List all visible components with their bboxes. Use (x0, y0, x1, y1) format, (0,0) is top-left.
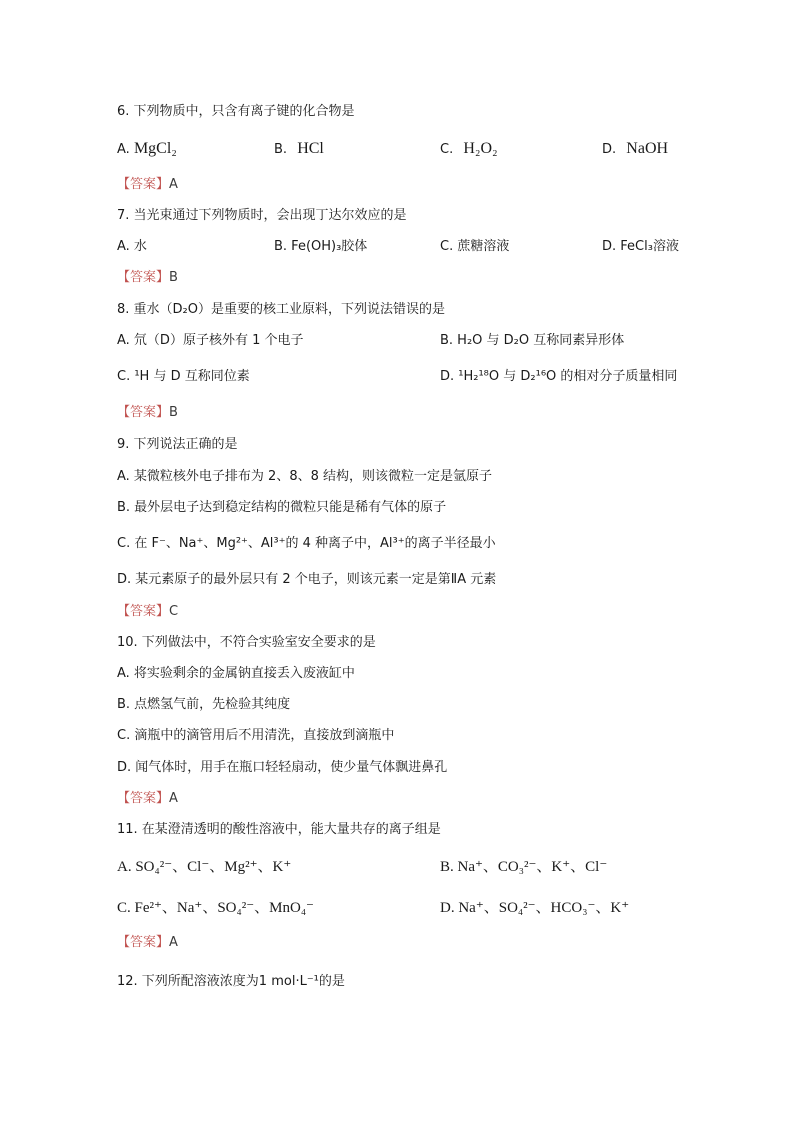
q11-answer (117, 933, 178, 953)
q10-option-a: A. 将实验剩余的金属钠直接丢入废液缸中 (117, 666, 355, 681)
q6-option-a (117, 139, 177, 160)
q10-option-b: B. 点燃氢气前，先检验其纯度 (117, 697, 291, 712)
q11-answer-label: 【答案】 (117, 935, 170, 950)
q10-answer (117, 789, 178, 809)
q6-option-b-text: HCl (297, 140, 324, 157)
q10-option-c: C. 滴瓶中的滴管用后不用清洗，直接放到滴瓶中 (117, 728, 395, 743)
q8-option-c: C. ¹H 与 D 互称同位素 (117, 369, 250, 384)
q6-option-b-label: B. (274, 142, 288, 157)
q7-answer-value: B (169, 270, 178, 285)
q6-answer-value: A (169, 177, 178, 192)
q6-option-c (440, 139, 498, 160)
q6-option-a-label: A. (117, 142, 130, 157)
q6-option-d (602, 139, 668, 160)
q8-answer-value: B (169, 405, 178, 420)
q9-option-b: B. 最外层电子达到稳定结构的微粒只能是稀有气体的原子 (117, 500, 447, 515)
q9-answer-label: 【答案】 (117, 604, 170, 619)
q10-answer-value: A (169, 791, 178, 806)
q11-answer-value: A (169, 935, 178, 950)
q6-option-d-label: D. (602, 142, 617, 157)
q6-option-a-text: MgCl₂ (133, 140, 177, 157)
q6-answer-label: 【答案】 (117, 177, 170, 192)
q6-option-d-text: NaOH (626, 140, 669, 157)
q7-option-d: D. FeCl₃溶液 (602, 239, 679, 254)
q6-answer (117, 175, 178, 195)
q9-answer (117, 602, 178, 622)
q11-option-c: C. Fe²⁺、Na⁺、SO₄²⁻、MnO₄⁻ (117, 900, 314, 916)
q7-option-c: C. 蔗糖溶液 (440, 239, 510, 254)
q10-option-d: D. 闻气体时，用手在瓶口轻轻扇动，使少量气体飘进鼻孔 (117, 760, 448, 775)
q9-answer-value: C (169, 604, 179, 619)
q6-option-b (274, 139, 324, 160)
q8-answer-label: 【答案】 (117, 405, 170, 420)
q8-option-d: D. ¹H₂¹⁸O 与 D₂¹⁶O 的相对分子质量相同 (440, 369, 678, 384)
question-10-stem: 10. 下列做法中，不符合实验室安全要求的是 (117, 635, 376, 650)
q11-option-a: A. SO₄²⁻、Cl⁻、Mg²⁺、K⁺ (117, 859, 292, 875)
question-8-stem: 8. 重水（D₂O）是重要的核工业原料，下列说法错误的是 (117, 302, 445, 317)
question-6-stem: 6. 下列物质中，只含有离子键的化合物是 (117, 104, 355, 119)
q9-option-d: D. 某元素原子的最外层只有 2 个电子，则该元素一定是第ⅡA 元素 (117, 572, 497, 587)
q8-option-b: B. H₂O 与 D₂O 互称同素异形体 (440, 333, 625, 348)
q9-option-a: A. 某微粒核外电子排布为 2、8、8 结构，则该微粒一定是氩原子 (117, 469, 493, 484)
q7-option-a: A. 水 (117, 239, 147, 254)
q7-option-b: B. Fe(OH)₃胶体 (274, 239, 368, 254)
q7-answer (117, 268, 178, 288)
q6-option-c-text: H₂O₂ (463, 140, 498, 157)
q11-option-d: D. Na⁺、SO₄²⁻、HCO₃⁻、K⁺ (440, 900, 630, 916)
q6-option-c-label: C. (440, 142, 454, 157)
question-12-stem: 12. 下列所配溶液浓度为1 mol·L⁻¹的是 (117, 974, 345, 989)
q7-answer-label: 【答案】 (117, 270, 170, 285)
q9-option-c: C. 在 F⁻、Na⁺、Mg²⁺、Al³⁺的 4 种离子中，Al³⁺的离子半径最小 (117, 536, 496, 551)
question-9-stem: 9. 下列说法正确的是 (117, 437, 238, 452)
question-7-stem: 7. 当光束通过下列物质时，会出现丁达尔效应的是 (117, 208, 407, 223)
q11-option-b: B. Na⁺、CO₃²⁻、K⁺、Cl⁻ (440, 859, 608, 875)
q8-option-a: A. 氘（D）原子核外有 1 个电子 (117, 333, 304, 348)
q8-answer (117, 403, 178, 423)
q10-answer-label: 【答案】 (117, 791, 170, 806)
question-11-stem: 11. 在某澄清透明的酸性溶液中，能大量共存的离子组是 (117, 822, 441, 837)
